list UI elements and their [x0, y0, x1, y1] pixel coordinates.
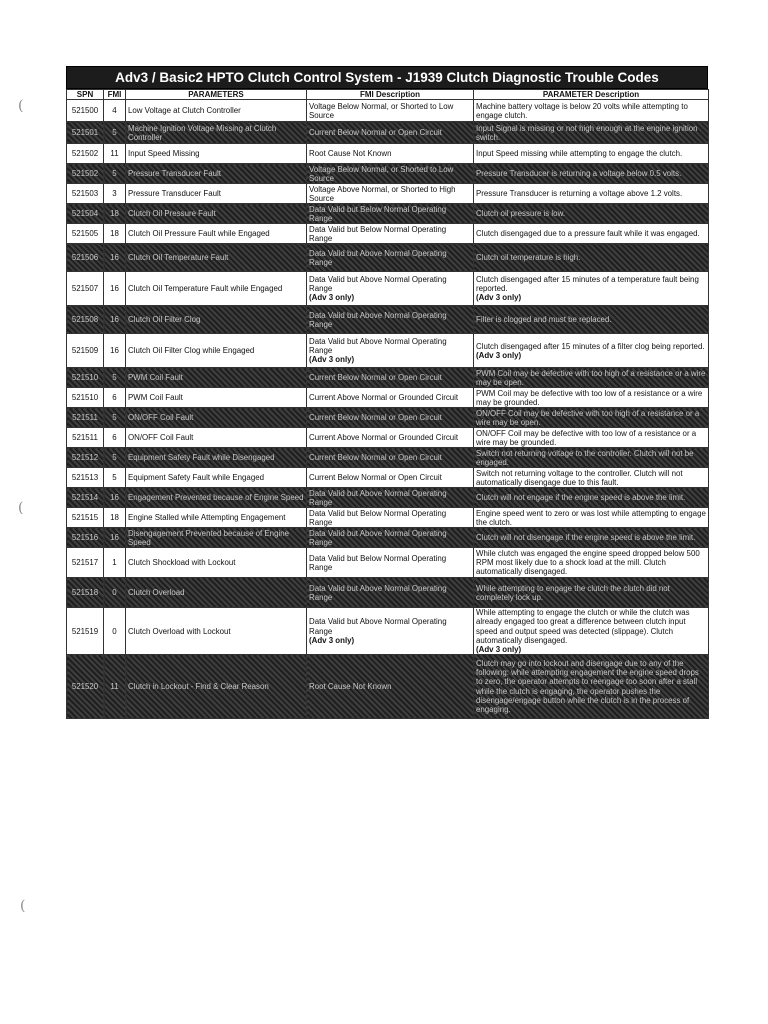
- fmi-description-cell: [307, 408, 474, 428]
- fmi-description-cell: [307, 448, 474, 468]
- spn-cell: [67, 508, 104, 528]
- spn-cell: [67, 334, 104, 368]
- fmi-description-cell: [307, 164, 474, 184]
- spn-cell-text: 521503: [71, 189, 99, 199]
- fmi-description-cell: [307, 508, 474, 528]
- parameter-cell-text: Equipment Safety Fault while Disengaged: [128, 453, 275, 463]
- parameter-description-cell: [474, 448, 709, 468]
- spn-cell-text: 521519: [71, 626, 99, 636]
- fmi-cell-text: 5: [112, 169, 117, 179]
- parameter-cell-text: Pressure Transducer Fault: [128, 169, 221, 179]
- spn-cell: [67, 100, 104, 122]
- fmi-cell: [104, 272, 126, 306]
- spn-cell: [67, 244, 104, 272]
- spn-cell-text: 521516: [71, 533, 99, 543]
- fmi-cell: [104, 655, 126, 719]
- spn-cell: [67, 388, 104, 408]
- parameter-description-cell: [474, 272, 709, 306]
- fmi-cell-text: 18: [110, 209, 119, 219]
- fmi-cell: [104, 368, 126, 388]
- spn-cell-text: 521508: [71, 315, 99, 325]
- fmi-description-cell-text: Data Valid but Above Normal Operating Range: [309, 583, 447, 602]
- fmi-description-cell: [307, 608, 474, 655]
- table-row: [67, 204, 709, 224]
- table-row: [67, 408, 709, 428]
- spn-cell-text: 521517: [71, 558, 99, 568]
- spn-cell-text: 521510: [71, 393, 99, 403]
- spn-cell: [67, 164, 104, 184]
- fmi-cell-text: 0: [112, 626, 117, 636]
- parameter-description-cell-text: Clutch will not engage if the engine speed is above the limit.: [476, 493, 686, 503]
- parameter-cell-text: Clutch Shockload with Lockout: [128, 558, 236, 568]
- parameter-description-cell: [474, 100, 709, 122]
- parameter-cell: [126, 548, 307, 578]
- parameter-cell-text: Clutch Oil Pressure Fault while Engaged: [128, 229, 270, 239]
- parameter-cell: [126, 164, 307, 184]
- parameter-cell-text: Input Speed Missing: [128, 149, 200, 159]
- fmi-description-cell-text: Voltage Below Normal, or Shorted to Low Source: [309, 101, 454, 120]
- fmi-cell-text: 5: [112, 128, 117, 138]
- spn-cell: [67, 368, 104, 388]
- parameter-description-cell-text: Filter is clogged and must be replaced.: [476, 315, 612, 325]
- parameter-cell-text: PWM Coil Fault: [128, 373, 183, 383]
- scan-mark: (: [18, 500, 24, 516]
- spn-cell-text: 521506: [71, 253, 99, 263]
- table-row: [67, 144, 709, 164]
- parameter-description-cell-text: ON/OFF Coil may be defective with too low of a resistance or a wire may be grounded.: [476, 428, 697, 447]
- parameter-cell: [126, 488, 307, 508]
- spn-cell-text: 521513: [71, 473, 99, 483]
- fmi-cell-text: 4: [112, 106, 117, 116]
- parameter-cell-text: Equipment Safety Fault while Engaged: [128, 473, 264, 483]
- fmi-description-cell-text: Data Valid but Below Normal Operating Range: [309, 553, 447, 572]
- spn-cell-text: 521501: [71, 128, 99, 138]
- fmi-description-cell: [307, 224, 474, 244]
- fmi-description-cell-text: Data Valid but Above Normal Operating Range: [309, 310, 447, 329]
- parameter-cell-text: ON/OFF Coil Fault: [128, 413, 194, 423]
- table-row: [67, 468, 709, 488]
- fmi-cell-text: 1: [112, 558, 117, 568]
- parameter-description-cell: [474, 408, 709, 428]
- parameter-description-cell: [474, 144, 709, 164]
- parameter-description-cell: [474, 608, 709, 655]
- fmi-cell-text: 16: [110, 315, 119, 325]
- fmi-cell-text: 5: [112, 473, 117, 483]
- fmi-description-cell: [307, 468, 474, 488]
- table-row: [67, 548, 709, 578]
- table-row: [67, 100, 709, 122]
- parameter-description-cell-text: Machine battery voltage is below 20 volts while attempting to engage clutch.: [476, 101, 688, 120]
- fmi-description-cell-text: Current Above Normal or Grounded Circuit: [309, 393, 459, 403]
- spn-cell-text: 521512: [71, 453, 99, 463]
- fmi-description-cell: [307, 184, 474, 204]
- fmi-description-cell-text: Data Valid but Above Normal Operating Range: [309, 528, 447, 547]
- fmi-description-cell-text: Data Valid but Above Normal Operating Range: [309, 248, 447, 267]
- parameter-cell: [126, 408, 307, 428]
- spn-cell: [67, 428, 104, 448]
- parameter-cell: [126, 388, 307, 408]
- fmi-description-cell: [307, 428, 474, 448]
- parameter-description-cell: [474, 306, 709, 334]
- parameter-description-cell-text: While attempting to engage the clutch the clutch did not completely lock up.: [476, 583, 670, 602]
- fmi-cell: [104, 306, 126, 334]
- parameter-description-cell: [474, 488, 709, 508]
- fmi-cell: [104, 448, 126, 468]
- fmi-description-cell: [307, 204, 474, 224]
- spn-cell-text: 521500: [71, 106, 99, 116]
- fmi-cell: [104, 334, 126, 368]
- spn-cell: [67, 184, 104, 204]
- fmi-description-cell-text: Current Below Normal or Open Circuit: [309, 373, 442, 383]
- parameter-cell-text: Clutch Oil Temperature Fault: [128, 253, 229, 263]
- parameter-description-cell: [474, 244, 709, 272]
- parameter-description-cell-text: Clutch oil temperature is high.: [476, 253, 581, 263]
- fmi-cell-text: 16: [110, 346, 119, 356]
- spn-cell: [67, 272, 104, 306]
- parameter-cell: [126, 578, 307, 608]
- fmi-cell: [104, 608, 126, 655]
- table-row: [67, 428, 709, 448]
- table-row: [67, 224, 709, 244]
- column-header-fmi: FMI: [104, 90, 126, 100]
- parameter-description-cell: [474, 548, 709, 578]
- table-row: [67, 528, 709, 548]
- spn-cell-text: 521511: [72, 433, 98, 443]
- parameter-cell-text: Clutch Oil Filter Clog while Engaged: [128, 346, 255, 356]
- fmi-cell-text: 5: [112, 373, 117, 383]
- fmi-description-cell-text: Current Above Normal or Grounded Circuit: [309, 433, 459, 443]
- dtc-table: [66, 89, 709, 719]
- adv3-note: (Adv 3 only): [476, 644, 522, 654]
- parameter-description-cell: [474, 388, 709, 408]
- fmi-description-cell-text: Voltage Below Normal, or Shorted to Low Source: [309, 164, 454, 183]
- table-row: [67, 655, 709, 719]
- parameter-description-cell: [474, 508, 709, 528]
- parameter-description-cell-text: PWM Coil may be defective with too high of a resistance or a wire may be open.: [476, 368, 706, 387]
- fmi-cell: [104, 164, 126, 184]
- fmi-cell: [104, 578, 126, 608]
- sheet-title: Adv3 / Basic2 HPTO Clutch Control System - J1939 Clutch Diagnostic Trouble Codes: [66, 66, 708, 89]
- parameter-cell-text: Clutch Oil Pressure Fault: [128, 209, 216, 219]
- parameter-description-cell-text: Input Signal is missing or not high enough at the engine ignition switch.: [476, 123, 698, 142]
- spn-cell-text: 521518: [71, 588, 99, 598]
- fmi-cell-text: 18: [110, 513, 119, 523]
- table-row: [67, 608, 709, 655]
- fmi-cell-text: 3: [112, 189, 117, 199]
- fmi-cell-text: 5: [112, 413, 117, 423]
- table-row: [67, 306, 709, 334]
- spn-cell: [67, 122, 104, 144]
- fmi-description-cell-text: Root Cause Not Known: [309, 681, 392, 691]
- spn-cell: [67, 306, 104, 334]
- fmi-description-cell-text: Data Valid but Below Normal Operating Range: [309, 204, 447, 223]
- parameter-cell: [126, 144, 307, 164]
- fmi-cell-text: 11: [110, 681, 119, 691]
- spn-cell: [67, 144, 104, 164]
- table-row: [67, 164, 709, 184]
- fmi-cell-text: 16: [110, 284, 119, 294]
- spn-cell-text: 521514: [71, 493, 99, 503]
- fmi-cell: [104, 100, 126, 122]
- fmi-description-cell: [307, 244, 474, 272]
- table-row: [67, 508, 709, 528]
- parameter-cell: [126, 428, 307, 448]
- fmi-cell-text: 6: [112, 433, 117, 443]
- spn-cell: [67, 578, 104, 608]
- table-header-row: [67, 90, 709, 100]
- adv3-note: (Adv 3 only): [309, 635, 355, 645]
- parameter-description-cell: [474, 334, 709, 368]
- parameter-description-cell-text: ON/OFF Coil may be defective with too high of a resistance or a wire may be open.: [476, 408, 700, 427]
- spn-cell: [67, 548, 104, 578]
- fmi-description-cell: [307, 528, 474, 548]
- table-row: [67, 272, 709, 306]
- fmi-cell-text: 5: [112, 453, 117, 463]
- parameter-cell: [126, 122, 307, 144]
- parameter-cell-text: Pressure Transducer Fault: [128, 189, 221, 199]
- spn-cell: [67, 448, 104, 468]
- parameter-cell-text: Clutch Overload with Lockout: [128, 626, 231, 636]
- table-row: [67, 244, 709, 272]
- fmi-cell: [104, 408, 126, 428]
- spn-cell: [67, 224, 104, 244]
- parameter-description-cell-text: Clutch disengaged after 15 minutes of a filter clog being reported.: [476, 341, 705, 351]
- parameter-description-cell: [474, 204, 709, 224]
- parameter-cell-text: Clutch Oil Temperature Fault while Engaged: [128, 284, 283, 294]
- column-header-parameters: PARAMETERS: [126, 90, 307, 100]
- parameter-cell: [126, 368, 307, 388]
- parameter-description-cell-text: Input Speed missing while attempting to engage the clutch.: [476, 149, 683, 159]
- table-row: [67, 334, 709, 368]
- fmi-description-cell-text: Data Valid but Above Normal Operating Range: [309, 337, 447, 356]
- spn-cell-text: 521509: [71, 346, 99, 356]
- parameter-description-cell: [474, 368, 709, 388]
- parameter-description-cell: [474, 528, 709, 548]
- parameter-cell: [126, 334, 307, 368]
- parameter-description-cell-text: Pressure Transducer is returning a voltage above 1.2 volts.: [476, 189, 683, 199]
- spn-cell: [67, 528, 104, 548]
- spn-cell-text: 521502: [71, 169, 99, 179]
- fmi-description-cell-text: Root Cause Not Known: [309, 149, 392, 159]
- parameter-cell: [126, 608, 307, 655]
- parameter-description-cell-text: Engine speed went to zero or was lost while attempting to engage the clutch.: [476, 508, 706, 527]
- fmi-cell: [104, 184, 126, 204]
- parameter-description-cell-text: While clutch was engaged the engine speed dropped below 500 RPM most likely due to a shock load at the mill. Clutch automatically disengaged.: [476, 549, 700, 577]
- parameter-cell-text: Low Voltage at Clutch Controller: [128, 106, 241, 116]
- parameter-description-cell-text: Clutch will not disengage if the engine speed is above the limit.: [476, 533, 696, 543]
- spn-cell-text: 521515: [71, 513, 99, 523]
- fmi-description-cell-text: Current Below Normal or Open Circuit: [309, 473, 442, 483]
- fmi-description-cell-text: Data Valid but Below Normal Operating Range: [309, 224, 447, 243]
- spn-cell-text: 521507: [71, 284, 99, 294]
- fmi-cell-text: 18: [110, 229, 119, 239]
- spn-cell-text: 521502: [71, 149, 99, 159]
- fmi-description-cell: [307, 578, 474, 608]
- spn-cell: [67, 204, 104, 224]
- parameter-cell: [126, 224, 307, 244]
- spn-cell-text: 521505: [71, 229, 99, 239]
- parameter-description-cell-text: Clutch oil pressure is low.: [476, 209, 566, 219]
- fmi-cell: [104, 122, 126, 144]
- parameter-cell: [126, 448, 307, 468]
- table-row: [67, 368, 709, 388]
- scan-mark: (: [20, 898, 26, 914]
- dtc-sheet: [66, 66, 708, 719]
- parameter-description-cell: [474, 224, 709, 244]
- fmi-description-cell: [307, 100, 474, 122]
- fmi-description-cell-text: Data Valid but Above Normal Operating Range: [309, 275, 447, 294]
- fmi-cell: [104, 224, 126, 244]
- fmi-description-cell: [307, 272, 474, 306]
- parameter-description-cell-text: Pressure Transducer is returning a voltage below 0.5 volts.: [476, 169, 682, 179]
- fmi-description-cell: [307, 368, 474, 388]
- parameter-description-cell: [474, 428, 709, 448]
- parameter-description-cell-text: Clutch disengaged after 15 minutes of a temperature fault being reported.: [476, 275, 699, 294]
- parameter-cell: [126, 508, 307, 528]
- parameter-cell-text: Clutch Overload: [128, 588, 185, 598]
- spn-cell-text: 521510: [71, 373, 99, 383]
- parameter-cell: [126, 204, 307, 224]
- parameter-description-cell-text: While attempting to engage the clutch or while the clutch was already engaged too great a difference between clutch input speed and output speed was detected (slippage). Clutch automatically disengaged.: [476, 608, 690, 645]
- spn-cell: [67, 488, 104, 508]
- adv3-note: (Adv 3 only): [309, 293, 355, 303]
- parameter-description-cell: [474, 578, 709, 608]
- parameter-description-cell-text: Clutch may go into lockout and disengage due to any of the following: while attempting engagement the engine speed drops to zero, the operator attempts to reengage too soon after a stall while the clutch is engaging, the operator pushes the disengage/engage button while the clutch is in the process of engaging.: [476, 659, 699, 714]
- fmi-description-cell: [307, 144, 474, 164]
- fmi-description-cell: [307, 655, 474, 719]
- fmi-cell: [104, 548, 126, 578]
- fmi-cell: [104, 244, 126, 272]
- parameter-cell-text: Engagement Prevented because of Engine Speed: [128, 493, 304, 503]
- fmi-cell: [104, 528, 126, 548]
- table-row: [67, 488, 709, 508]
- parameter-description-cell-text: Clutch disengaged due to a pressure fault while it was engaged.: [476, 229, 700, 239]
- fmi-cell: [104, 204, 126, 224]
- parameter-description-cell: [474, 655, 709, 719]
- table-row: [67, 448, 709, 468]
- fmi-cell-text: 0: [112, 588, 117, 598]
- parameter-cell-text: ON/OFF Coil Fault: [128, 433, 194, 443]
- spn-cell-text: 521504: [71, 209, 99, 219]
- parameter-cell-text: Disengagement Prevented because of Engine Speed: [128, 528, 289, 547]
- fmi-cell-text: 6: [112, 393, 117, 403]
- parameter-cell-text: Clutch in Lockout - Find & Clear Reason: [128, 681, 269, 691]
- fmi-description-cell: [307, 122, 474, 144]
- fmi-description-cell: [307, 388, 474, 408]
- scan-mark: (: [18, 98, 24, 114]
- column-header-parameter-description: PARAMETER Description: [474, 90, 709, 100]
- spn-cell: [67, 655, 104, 719]
- parameter-cell-text: PWM Coil Fault: [128, 393, 183, 403]
- adv3-note: (Adv 3 only): [476, 350, 522, 360]
- fmi-cell: [104, 428, 126, 448]
- fmi-description-cell: [307, 334, 474, 368]
- parameter-description-cell: [474, 164, 709, 184]
- spn-cell: [67, 468, 104, 488]
- fmi-cell: [104, 488, 126, 508]
- table-row: [67, 122, 709, 144]
- spn-cell-text: 521520: [71, 681, 99, 691]
- spn-cell: [67, 408, 104, 428]
- adv3-note: (Adv 3 only): [309, 355, 355, 365]
- parameter-cell: [126, 272, 307, 306]
- parameter-cell: [126, 306, 307, 334]
- fmi-cell-text: 16: [110, 533, 119, 543]
- fmi-description-cell-text: Data Valid but Above Normal Operating Range: [309, 617, 447, 636]
- column-header-fmi-description: FMI Description: [307, 90, 474, 100]
- adv3-note: (Adv 3 only): [476, 293, 522, 303]
- fmi-description-cell: [307, 306, 474, 334]
- column-header-spn: SPN: [67, 90, 104, 100]
- parameter-cell-text: Clutch Oil Filter Clog: [128, 315, 201, 325]
- fmi-description-cell-text: Current Below Normal or Open Circuit: [309, 413, 442, 423]
- fmi-cell-text: 16: [110, 253, 119, 263]
- fmi-description-cell-text: Current Below Normal or Open Circuit: [309, 128, 442, 138]
- spn-cell-text: 521511: [72, 413, 98, 423]
- fmi-description-cell-text: Data Valid but Below Normal Operating Range: [309, 508, 447, 527]
- parameter-description-cell: [474, 122, 709, 144]
- fmi-description-cell-text: Current Below Normal or Open Circuit: [309, 453, 442, 463]
- parameter-description-cell: [474, 468, 709, 488]
- parameter-description-cell: [474, 184, 709, 204]
- fmi-cell: [104, 508, 126, 528]
- parameter-cell-text: Engine Stalled while Attempting Engagement: [128, 513, 286, 523]
- fmi-cell: [104, 388, 126, 408]
- fmi-cell: [104, 144, 126, 164]
- parameter-cell: [126, 468, 307, 488]
- parameter-cell: [126, 655, 307, 719]
- fmi-cell-text: 16: [110, 493, 119, 503]
- parameter-cell: [126, 184, 307, 204]
- fmi-description-cell: [307, 548, 474, 578]
- table-row: [67, 578, 709, 608]
- fmi-description-cell-text: Data Valid but Above Normal Operating Range: [309, 488, 447, 507]
- parameter-cell: [126, 244, 307, 272]
- parameter-cell-text: Machine Ignition Voltage Missing at Clutch Controller: [128, 123, 277, 142]
- table-row: [67, 184, 709, 204]
- fmi-cell: [104, 468, 126, 488]
- fmi-cell-text: 11: [110, 149, 119, 159]
- table-row: [67, 388, 709, 408]
- spn-cell: [67, 608, 104, 655]
- parameter-description-cell-text: Switch not returning voltage to the controller. Clutch will not automatically disengage due to this fault.: [476, 468, 683, 487]
- parameter-cell: [126, 100, 307, 122]
- fmi-description-cell-text: Voltage Above Normal, or Shorted to High Source: [309, 184, 456, 203]
- parameter-cell: [126, 528, 307, 548]
- parameter-description-cell-text: Switch not returning voltage to the controller. Clutch will not be engaged.: [476, 448, 694, 467]
- fmi-description-cell: [307, 488, 474, 508]
- parameter-description-cell-text: PWM Coil may be defective with too low of a resistance or a wire may be grounded.: [476, 388, 703, 407]
